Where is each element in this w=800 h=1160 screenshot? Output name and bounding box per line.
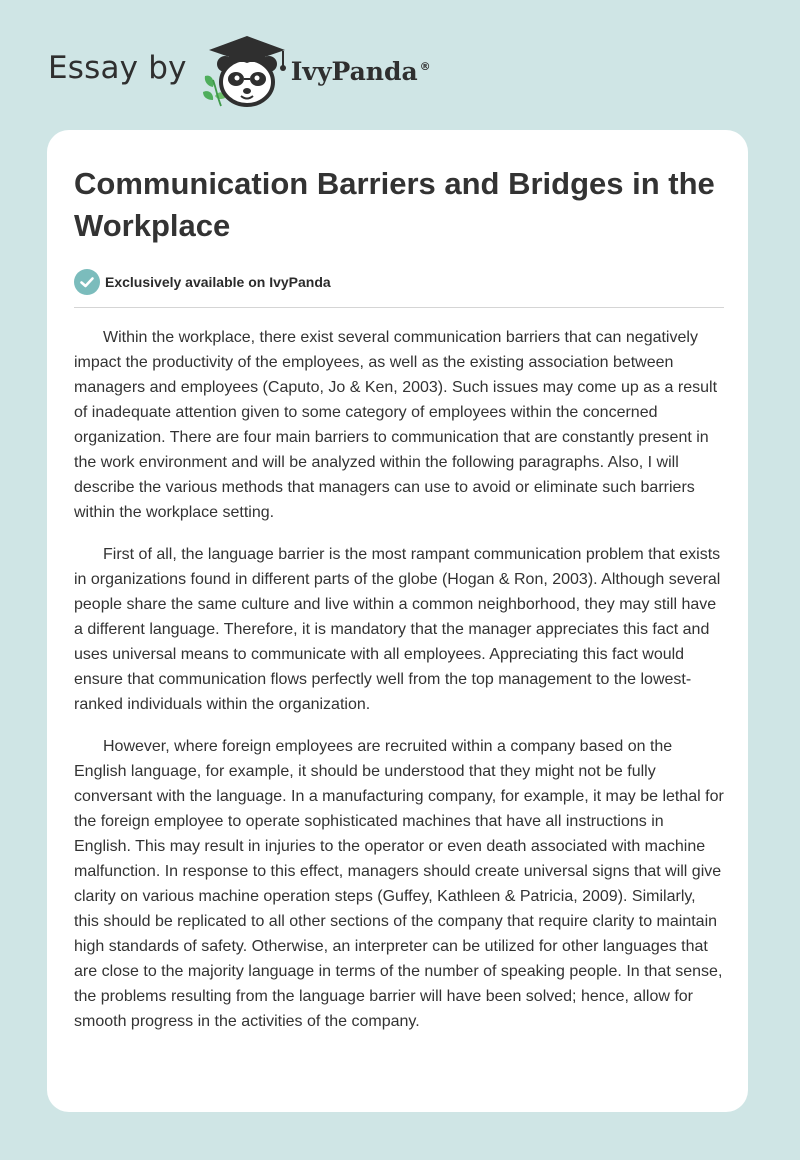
panda-graduate-logo-icon <box>199 30 295 110</box>
essay-content <box>74 163 724 1051</box>
brand-name <box>291 57 431 86</box>
brand-name-text: IvyPanda <box>290 56 418 86</box>
availability-label: Exclusively available on IvyPanda <box>105 274 331 290</box>
header-divider <box>74 307 724 308</box>
availability-row <box>74 269 724 295</box>
essay-by-label: Essay by <box>48 50 187 86</box>
check-badge-icon <box>74 269 100 295</box>
essay-paragraph: First of all, the language barrier is the most rampant communication problem that exists in organizations found in different parts of the globe (Hogan & Ron, 2003). Although several people share the same culture and live within a common neighborhood, they may still have a different language. Therefore, it is mandatory that the manager appreciates this fact and uses universal means to communicate with all employees. Appreciating this fact would ensure that communication flows perfectly well from the top management to the lowest-ranked individuals within the organization. <box>74 546 721 713</box>
site-header-brand[interactable] <box>48 30 431 110</box>
essay-card <box>47 130 748 1112</box>
registered-mark: ® <box>419 60 431 74</box>
essay-paragraph: Within the workplace, there exist several communication barriers that can negatively impact the productivity of the employees, as well as the existing association between managers and employees (Caputo, Jo & Ken, 2003). Such issues may come up as a result of inadequate attention given to some category of employees within the concerned organization. There are four main barriers to communication that are constantly present in the work environment and will be analyzed within the following paragraphs. Also, I will describe the various methods that managers can use to avoid or eliminate such barriers within the workplace setting. <box>74 329 718 521</box>
essay-title: Communication Barriers and Bridges in the Workplace <box>74 166 715 243</box>
essay-body <box>74 325 724 1034</box>
essay-paragraph: However, where foreign employees are recruited within a company based on the English language, for example, it should be understood that they might not be fully conversant with the language. In a manufacturing company, for example, it may be lethal for the foreign employee to operate sophisticated machines that have all instructions in English. This may result in injuries to the operator or even death associated with machine malfunction. In response to this effect, managers should create universal signs that will give clarity on various machine operation steps (Guffey, Kathleen & Patricia, 2009). Similarly, this should be replicated to all other sections of the company that require clarity to maintain high standards of safety. Otherwise, an interpreter can be utilized for other languages that are close to the majority language in terms of the number of speaking people. In that sense, the problems resulting from the language barrier will have been solved; hence, allow for smooth progress in the activities of the company. <box>74 738 724 1030</box>
